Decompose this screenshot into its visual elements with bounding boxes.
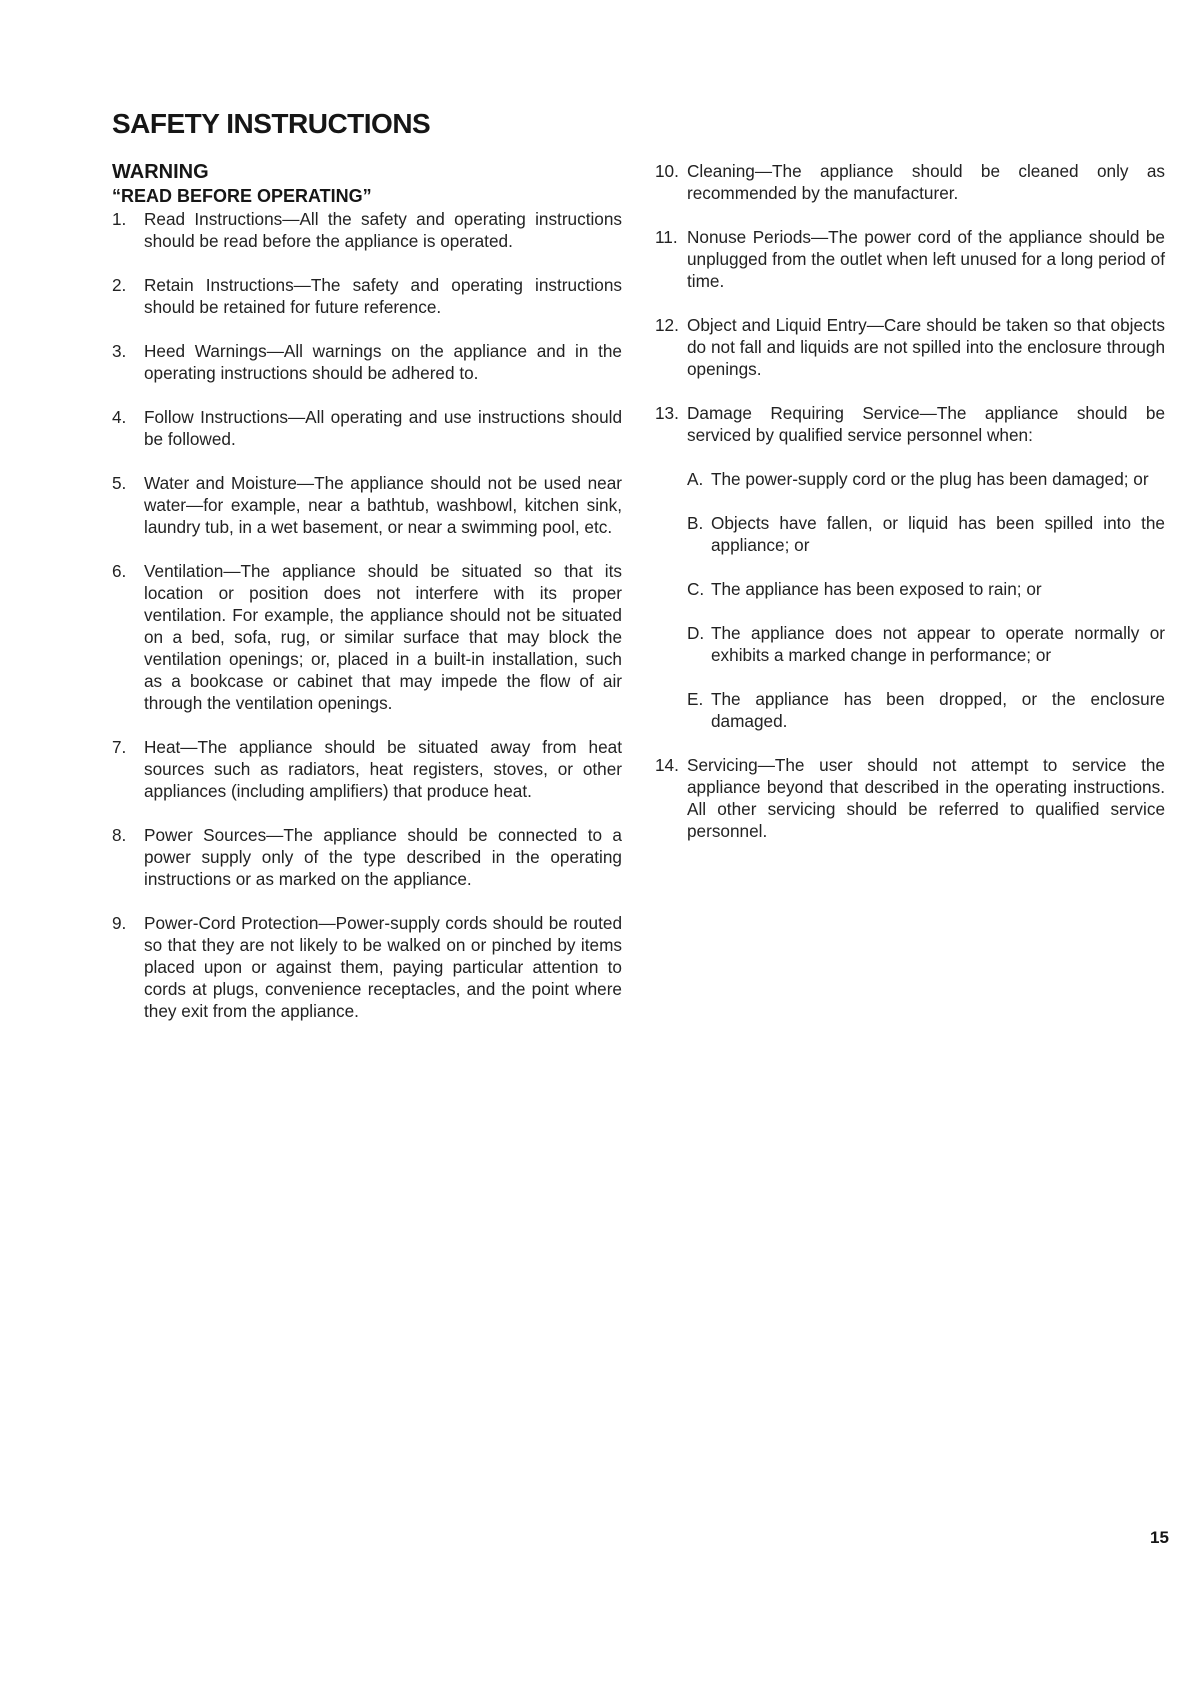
- sublist-item: [687, 468, 1165, 490]
- list-item-number: 12.: [655, 315, 679, 335]
- list-item: [112, 824, 622, 890]
- list-item-text: Power-Cord Protection—Power-supply cords should be routed so that they are not likely to be walked on or pinched by items placed upon or against them, paying particular attention to cords at plugs, convenience receptacles, and the point where they exit from the appliance.: [144, 913, 622, 1021]
- list-item-text: Ventilation—The appliance should be situated so that its location or position does not interfere with its proper ventilation. For example, the appliance should not be situated on a bed, sofa, rug, or similar surface that may block the ventilation openings; or, placed in a built-in installation, such as a bookcase or cabinet that may impede the flow of air through the ventilation openings.: [144, 561, 622, 713]
- sublist-item-text: The appliance does not appear to operate normally or exhibits a marked change in performance; or: [711, 623, 1165, 665]
- list-item: [655, 160, 1165, 204]
- read-before-operating-heading: “READ BEFORE OPERATING”: [112, 186, 372, 206]
- page-number: 15: [1150, 1528, 1169, 1547]
- list-item-number: 11.: [655, 227, 678, 247]
- list-item-text: Cleaning—The appliance should be cleaned only as recommended by the manufacturer.: [687, 161, 1165, 203]
- list-item-text: Servicing—The user should not attempt to service the appliance beyond that described in the operating instructions. All other servicing should be referred to qualified service personnel.: [687, 755, 1165, 841]
- damage-conditions-sublist: [687, 468, 1165, 732]
- list-item-text: Read Instructions—All the safety and operating instructions should be read before the appliance is operated.: [144, 209, 622, 251]
- list-item-number: 4.: [112, 407, 127, 427]
- list-item: [112, 736, 622, 802]
- list-item-number: 14.: [655, 755, 679, 775]
- list-item: [655, 402, 1165, 446]
- sublist-item-letter: B.: [687, 513, 704, 533]
- list-item: [112, 274, 622, 318]
- list-item: [655, 754, 1165, 842]
- list-item-text: Heed Warnings—All warnings on the appliance and in the operating instructions should be adhered to.: [144, 341, 622, 383]
- list-item-number: 7.: [112, 737, 127, 757]
- right-column: [655, 160, 1165, 864]
- list-item: [112, 560, 622, 714]
- list-item: [655, 226, 1165, 292]
- list-item: [655, 314, 1165, 380]
- list-item: [112, 406, 622, 450]
- list-item-number: 9.: [112, 913, 127, 933]
- list-item-number: 6.: [112, 561, 127, 581]
- list-item-number: 10.: [655, 161, 679, 181]
- sublist-item: [687, 512, 1165, 556]
- sublist-item-text: The power-supply cord or the plug has been damaged; or: [711, 469, 1149, 489]
- list-item-number: 2.: [112, 275, 127, 295]
- warning-heading: WARNING: [112, 161, 209, 183]
- sublist-item-letter: D.: [687, 623, 705, 643]
- list-item-text: Water and Moisture—The appliance should not be used near water—for example, near a bathtub, washbowl, kitchen sink, laundry tub, in a wet basement, or near a swimming pool, etc.: [144, 473, 622, 537]
- sublist-item-letter: E.: [687, 689, 704, 709]
- list-item-text: Heat—The appliance should be situated away from heat sources such as radiators, heat registers, stoves, or other appliances (including amplifiers) that produce heat.: [144, 737, 622, 801]
- sublist-item-text: The appliance has been exposed to rain; or: [711, 579, 1042, 599]
- list-item-number: 13.: [655, 403, 679, 423]
- sublist-item: [687, 578, 1165, 600]
- list-item-text: Follow Instructions—All operating and use instructions should be followed.: [144, 407, 622, 449]
- sublist-item: [687, 622, 1165, 666]
- list-item-text: Nonuse Periods—The power cord of the appliance should be unplugged from the outlet when left unused for a long period of time.: [687, 227, 1165, 291]
- list-item: [112, 340, 622, 384]
- list-item-text: Object and Liquid Entry—Care should be taken so that objects do not fall and liquids are not spilled into the enclosure through openings.: [687, 315, 1165, 379]
- sublist-item-text: The appliance has been dropped, or the enclosure damaged.: [711, 689, 1165, 731]
- list-item: [112, 912, 622, 1022]
- page-title: SAFETY INSTRUCTIONS: [112, 108, 431, 139]
- sublist-item-letter: C.: [687, 579, 705, 599]
- list-item-text: Retain Instructions—The safety and operating instructions should be retained for future reference.: [144, 275, 622, 317]
- list-item-number: 8.: [112, 825, 127, 845]
- left-column: [112, 160, 622, 1044]
- list-item: [112, 208, 622, 252]
- list-item: [112, 472, 622, 538]
- list-item-number: 5.: [112, 473, 127, 493]
- sublist-item: [687, 688, 1165, 732]
- sublist-item-text: Objects have fallen, or liquid has been spilled into the appliance; or: [711, 513, 1165, 555]
- list-item-text: Power Sources—The appliance should be connected to a power supply only of the type described in the operating instructions or as marked on the appliance.: [144, 825, 622, 889]
- list-item-number: 3.: [112, 341, 127, 361]
- list-item-number: 1.: [112, 209, 127, 229]
- list-item-text: Damage Requiring Service—The appliance should be serviced by qualified service personnel when:: [687, 403, 1165, 445]
- sublist-item-letter: A.: [687, 469, 704, 489]
